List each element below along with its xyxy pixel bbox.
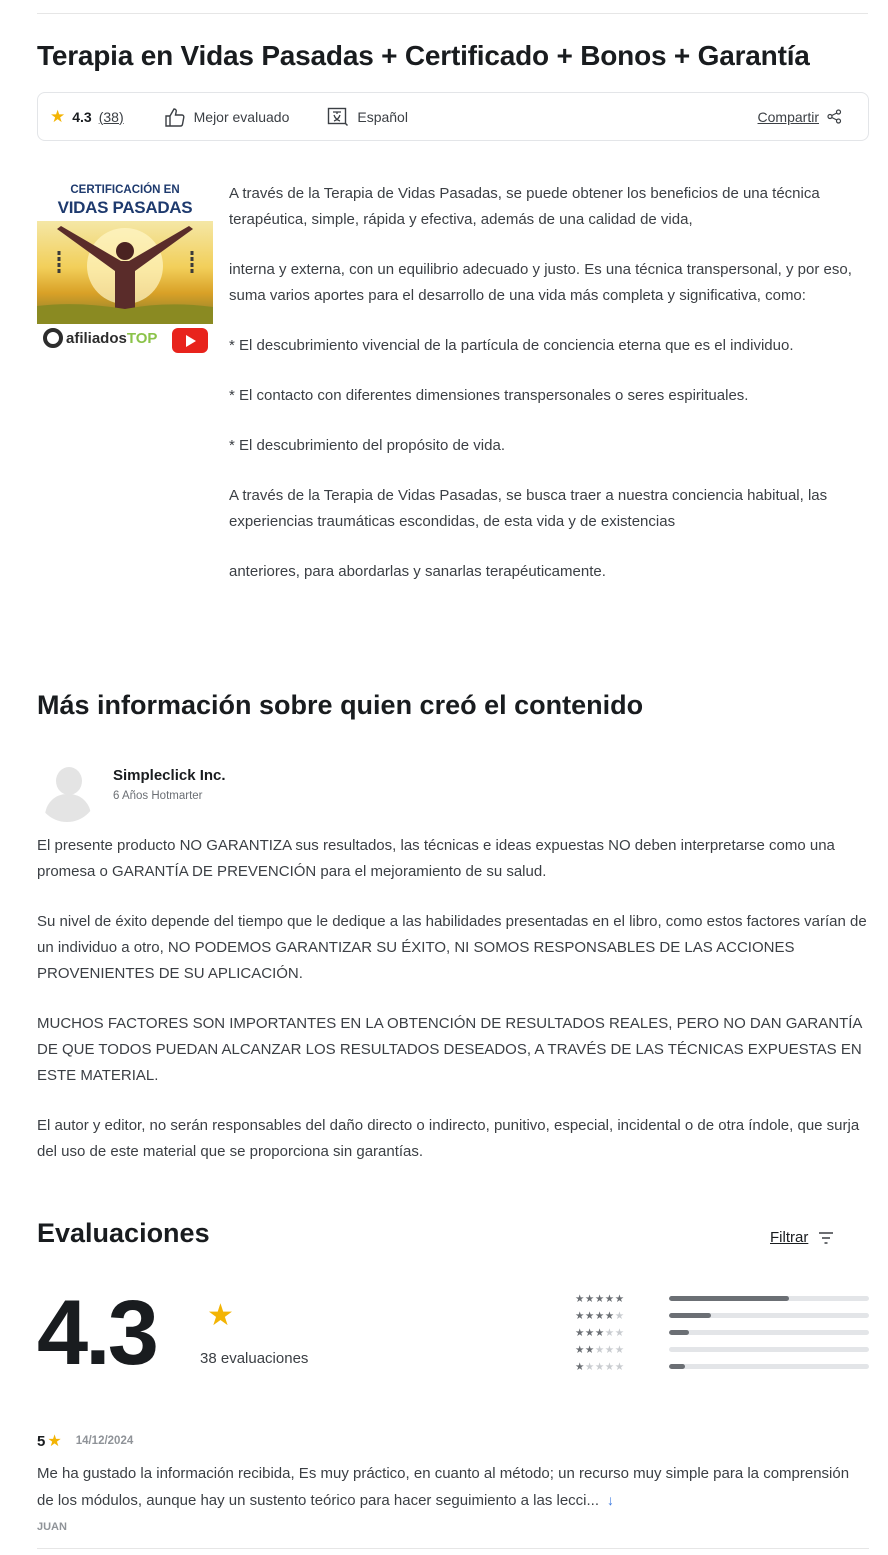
rating-bar-track — [669, 1347, 869, 1352]
creator-meta: 6 Años Hotmarter — [113, 790, 203, 802]
row-stars-icon: ★★★★★ — [575, 1326, 625, 1339]
thumbs-up-icon — [164, 107, 186, 127]
thumbnail-line2: VIDAS PASADAS — [57, 198, 193, 217]
review-text: Me ha gustado la información recibida, Es muy práctico, en cuanto al método; un recurso muy simple para la comprensión de los módulos, aunque hay un sustento teórico para hacer seguimiento a las lecci... — [37, 1465, 850, 1509]
disclaimer-paragraph: Su nivel de éxito depende del tiempo que le dedique a las habilidades presentadas en el libro, como estos factores varían de un individuo a otro, NO PODEMOS GARANTIZAR SU ÉXITO, NI SOMOS RESPONSABLES DE LAS ACCIONES PROVENIENTES DE SU APLICACIÓN. — [37, 913, 867, 982]
afiliados-top-logo — [43, 328, 157, 348]
avatar — [37, 762, 97, 822]
review-stars: 5 — [37, 1432, 46, 1450]
row-stars-icon: ★★★★★ — [575, 1309, 625, 1322]
language-indicator — [327, 107, 408, 127]
reviews-heading: Evaluaciones — [37, 1218, 210, 1248]
woman-silhouette-image — [37, 221, 213, 324]
translate-icon — [327, 107, 349, 127]
filter-button[interactable] — [770, 1229, 834, 1246]
description-paragraph: * El contacto con diferentes dimensiones transpersonales o seres espirituales. — [229, 387, 749, 404]
share-button[interactable] — [758, 109, 842, 125]
star-icon: ★ — [207, 1299, 234, 1332]
creator-card[interactable] — [37, 762, 226, 822]
rating-bar-fill — [669, 1313, 711, 1318]
rating-bar-track — [669, 1364, 869, 1369]
review-author: JUAN — [37, 1521, 67, 1533]
description-paragraph: anteriores, para abordarlas y sanarlas terapéuticamente. — [229, 563, 606, 580]
product-description — [229, 181, 869, 609]
best-rated-badge — [164, 107, 290, 127]
youtube-icon — [172, 328, 208, 353]
bottom-divider — [37, 1548, 869, 1549]
row-stars-icon: ★★★★★ — [575, 1292, 625, 1305]
share-icon — [827, 109, 842, 124]
brand-text-b: TOP — [126, 329, 158, 347]
description-paragraph: interna y externa, con un equilibrio adecuado y justo. Es una técnica transpersonal, y por eso, suma varios aportes para el desarrollo de una vida más completa y significativa, como: — [229, 261, 852, 304]
share-label: Compartir — [757, 108, 819, 125]
rating-bar-row — [575, 1324, 869, 1341]
product-info-bar — [37, 92, 869, 141]
creator-disclaimer — [37, 833, 869, 1189]
disclaimer-paragraph: El presente producto NO GARANTIZA sus resultados, las técnicas e ideas expuestas NO deben interpretarse como una promesa o GARANTÍA DE PREVENCIÓN para el mejoramiento de su salud. — [37, 837, 835, 880]
product-thumbnail[interactable] — [37, 178, 213, 356]
rating-bar-track — [669, 1313, 869, 1318]
row-stars-icon: ★★★★★ — [575, 1343, 625, 1356]
page-title: Terapia en Vidas Pasadas + Certificado + Bonos + Garantía — [37, 40, 810, 71]
rating-bar-fill — [669, 1364, 685, 1369]
rating-bar-row — [575, 1358, 869, 1375]
thumbnail-photo — [37, 221, 213, 324]
rating-bar-track — [669, 1330, 869, 1335]
rating-distribution — [575, 1290, 869, 1375]
review-date: 14/12/2024 — [75, 1435, 134, 1447]
chevron-down-icon[interactable]: ↓ — [607, 1492, 615, 1508]
rating-bar-track — [669, 1296, 869, 1301]
disclaimer-paragraph: El autor y editor, no serán responsables del daño directo o indirecto, punitivo, especial, incidental o de otra índole, que surja del uso de este material que se proporciona sin garantías. — [37, 1117, 860, 1160]
language-label: Español — [357, 108, 408, 125]
review-item — [37, 1431, 869, 1533]
rating-bar-row — [575, 1307, 869, 1324]
row-stars-icon: ★★★★★ — [575, 1360, 625, 1373]
filter-icon — [818, 1231, 834, 1245]
description-paragraph: * El descubrimiento vivencial de la partícula de conciencia eterna que es el individuo. — [229, 337, 794, 354]
rating-bar-row — [575, 1290, 869, 1307]
brand-circle-icon — [43, 328, 63, 348]
thumbnail-line1: CERTIFICACIÓN EN — [70, 184, 180, 196]
disclaimer-paragraph: MUCHOS FACTORES SON IMPORTANTES EN LA OBTENCIÓN DE RESULTADOS REALES, PERO NO DAN GARANTÍA DE QUE TODOS PUEDAN ALCANZAR LOS RESULTADOS DESEADOS, A TRAVÉS DE LAS TÉCNICAS EXPUESTAS EN ESTE MATERIAL. — [37, 1015, 862, 1084]
rating-value: 4.3 — [72, 108, 92, 125]
rating-bar-fill — [669, 1296, 789, 1301]
rating-bar-fill — [669, 1330, 689, 1335]
creator-name: Simpleclick Inc. — [113, 767, 226, 784]
star-icon: ★ — [50, 106, 66, 126]
top-divider — [37, 13, 868, 14]
star-icon: ★ — [47, 1433, 62, 1450]
creator-heading: Más información sobre quien creó el contenido — [37, 690, 644, 720]
description-paragraph: * El descubrimiento del propósito de vida. — [229, 437, 505, 454]
best-rated-label: Mejor evaluado — [193, 108, 290, 125]
brand-text-a: afiliados — [66, 329, 127, 347]
rating-count-link[interactable]: (38) — [98, 108, 124, 125]
rating-bar-row — [575, 1341, 869, 1358]
total-reviews: 38 evaluaciones — [200, 1350, 309, 1367]
filter-label: Filtrar — [770, 1229, 809, 1246]
average-rating: 4.3 — [37, 1282, 156, 1384]
description-paragraph: A través de la Terapia de Vidas Pasadas, se puede obtener los beneficios de una técnica terapéutica, simple, rápida y efectiva, además de una calidad de vida, — [229, 185, 820, 228]
description-paragraph: A través de la Terapia de Vidas Pasadas, se busca traer a nuestra conciencia habitual, las experiencias traumáticas escondidas, de esta vida y de existencias — [229, 487, 828, 530]
